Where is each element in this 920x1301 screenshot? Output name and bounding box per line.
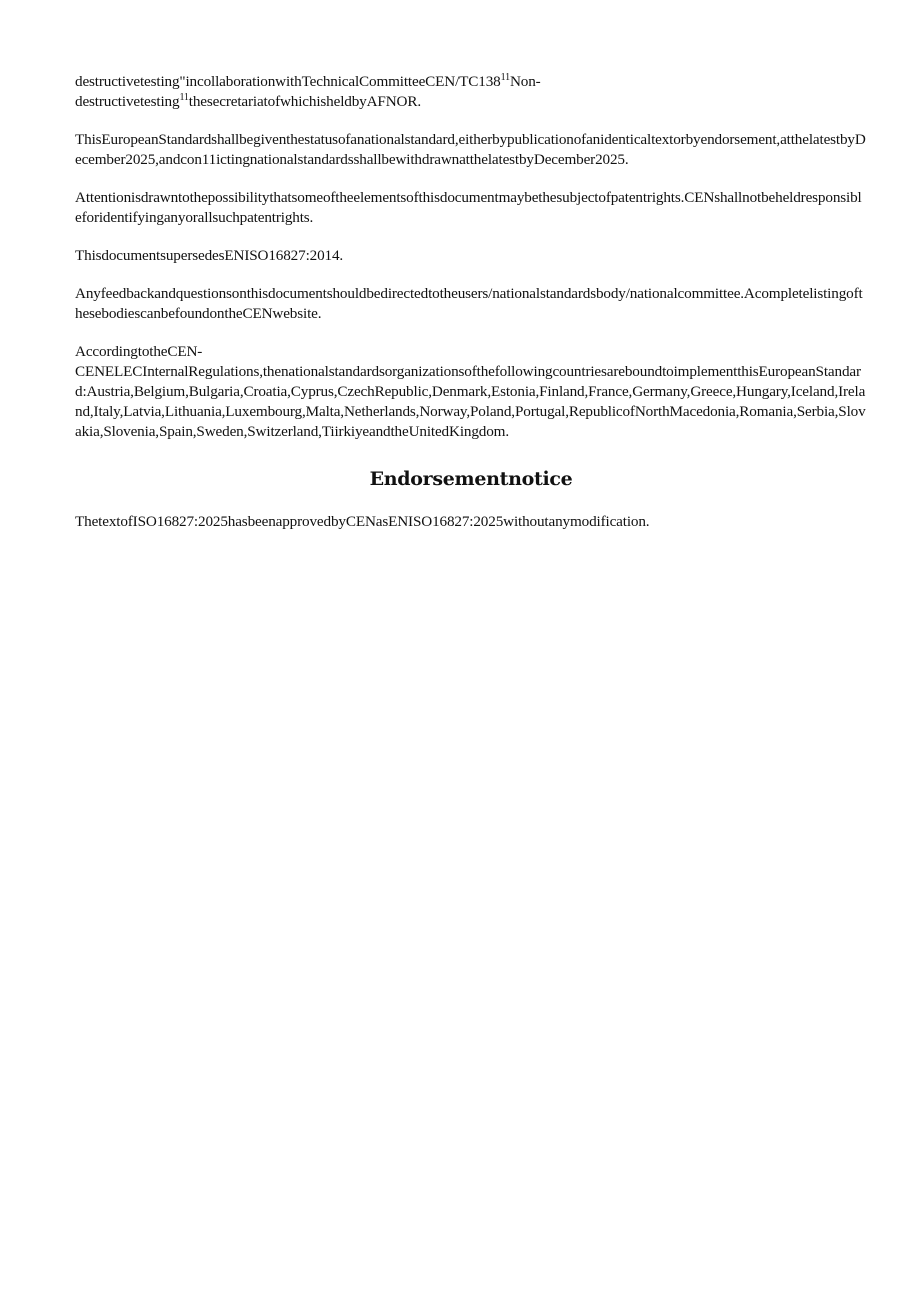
footnote-ref-2: 11 [179,92,189,103]
intro-text-1a: destructivetesting"incollaborationwithTechnicalCommitteeCEN/TC138 [75,73,501,90]
intro-text-1b: Non- [509,73,541,90]
supersedes-paragraph: ThisdocumentsupersedesENISO16827:2014. [75,247,344,264]
feedback-paragraph: Anyfeedbackandquestionsonthisdocumentshouldbedirectedtotheusers/nationalstandardsbody/nationalcommittee.AcompletelistingofthesebodiescanbefoundontheCENwebsite. [75,285,863,322]
document-page [75,72,867,550]
according-paragraph [75,342,867,442]
according-line-1: AccordingtotheCEN- [75,343,203,360]
patent-paragraph: Attentionisdrawntothepossibilitythatsomeoftheelementsofthisdocumentmaybethesubjectofpatentrights.CENshallnotbeheldresponsibleforidentifyinganyorallsuchpatentrights. [75,189,862,226]
according-rest: CENELECInternalRegulations,thenationalstandardsorganizationsofthefollowingcountriesareboundtoimplementthisEuropeanStandard:Austria,Belgium,Bulgaria,Croatia,Cyprus,CzechRepublic,Denmark,Estonia,Finland,France,Germany,Greece,Hungary,Iceland,Ireland,Italy,Latvia,Lithuania,Luxembourg,Malta,Netherlands,Norway,Poland,Portugal,RepublicofNorthMacedonia,Romania,Serbia,Slovakia,Slovenia,Spain,Sweden,Switzerland,TiirkiyeandtheUnitedKingdom. [75,363,866,440]
intro-text-2b: thesecretariatofwhichisheldbyAFNOR. [188,93,421,110]
intro-line-1 [75,72,867,92]
intro-text-2a: destructivetesting [75,93,180,110]
status-paragraph: ThisEuropeanStandardshallbegiventhestatusofanationalstandard,eitherbypublicationofanidenticaltextorbyendorsement,atthelatestbyDecember2025,andcon11ictingnationalstandardsshallbewithdrawnatthelatestbyDecember2025. [75,131,866,168]
endorsement-text: ThetextofISO16827:2025hasbeenapprovedbyCENasENISO16827:2025withoutanymodification. [75,513,650,530]
footnote-ref-1: 11 [500,72,510,83]
intro-paragraph [75,72,867,112]
intro-line-2 [75,92,867,112]
endorsement-heading: Endorsementnotice [369,468,573,490]
